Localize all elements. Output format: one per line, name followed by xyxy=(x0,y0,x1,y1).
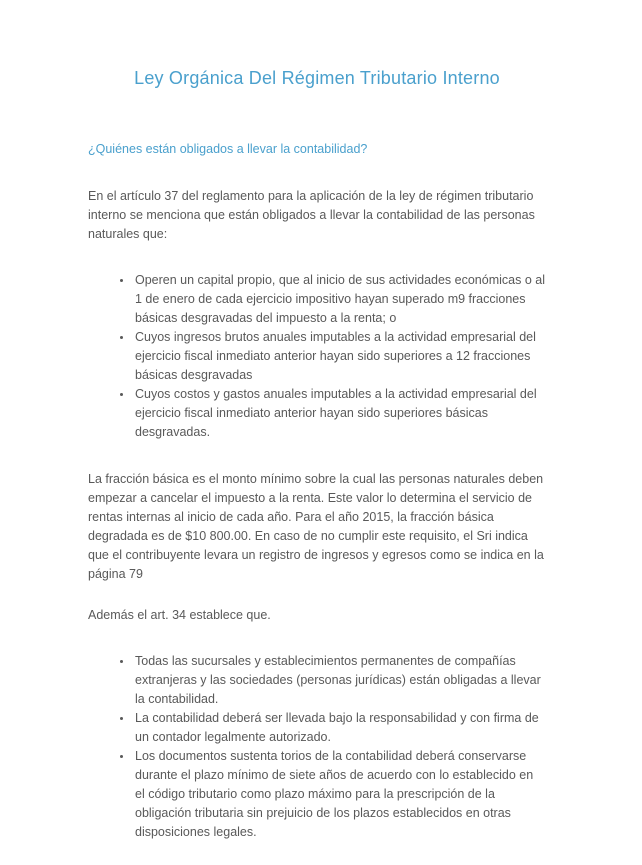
question-heading: ¿Quiénes están obligados a llevar la contabilidad? xyxy=(88,141,368,156)
document-title: Ley Orgánica Del Régimen Tributario Interno xyxy=(134,68,500,88)
list-item-sucursales: • Todas las sucursales y establecimientos permanentes de compañías extranjeras y las sociedades (personas jurídicas) están obligadas a llevar la contabilidad. xyxy=(133,652,546,709)
list-item-documentos: • Los documentos sustenta torios de la contabilidad deberá conservarse durante el plazo mínimo de siete años de acuerdo con lo establecido en el código tributario como plazo máximo para la prescripción de la obligación tributaria sin prejuicio de los plazos establecidos en otras disposiciones legales. xyxy=(133,747,546,842)
paragraph-art-34: Además el art. 34 establece que. xyxy=(88,607,271,622)
bullet-list-art-34 xyxy=(88,652,546,842)
list-item-costos-gastos: • Cuyos costos y gastos anuales imputables a la actividad empresarial del ejercicio fiscal inmediato anterior hayan sido superiores básicas desgravadas. xyxy=(133,385,546,442)
paragraph-articulo-37: En el artículo 37 del reglamento para la aplicación de la ley de régimen tributario interno se menciona que están obligados a llevar la contabilidad de las personas naturales que: xyxy=(88,188,535,241)
list-item-contador: • La contabilidad deberá ser llevada bajo la responsabilidad y con firma de un contador legalmente autorizado. xyxy=(133,709,546,747)
bullet-list-obligaciones xyxy=(88,271,546,442)
paragraph-fraccion-basica: La fracción básica es el monto mínimo sobre la cual las personas naturales deben empezar a cancelar el impuesto a la renta. Este valor lo determina el servicio de rentas internas al inicio de cada año. Para el año 2015, la fracción básica degradada es de $10 800.00. En caso de no cumplir este requisito, el Sri indica que el contribuyente levara un registro de ingresos y egresos como se indica en la página 79 xyxy=(88,471,544,581)
list-item-capital-propio: • Operen un capital propio, que al inicio de sus actividades económicas o al 1 de enero de cada ejercicio impositivo hayan superado m9 fracciones básicas desgravadas del impuesto a la renta; o xyxy=(133,271,546,328)
list-item-ingresos-brutos: • Cuyos ingresos brutos anuales imputables a la actividad empresarial del ejercicio fiscal inmediato anterior hayan sido superiores a 12 fracciones básicas desgravadas xyxy=(133,328,546,385)
